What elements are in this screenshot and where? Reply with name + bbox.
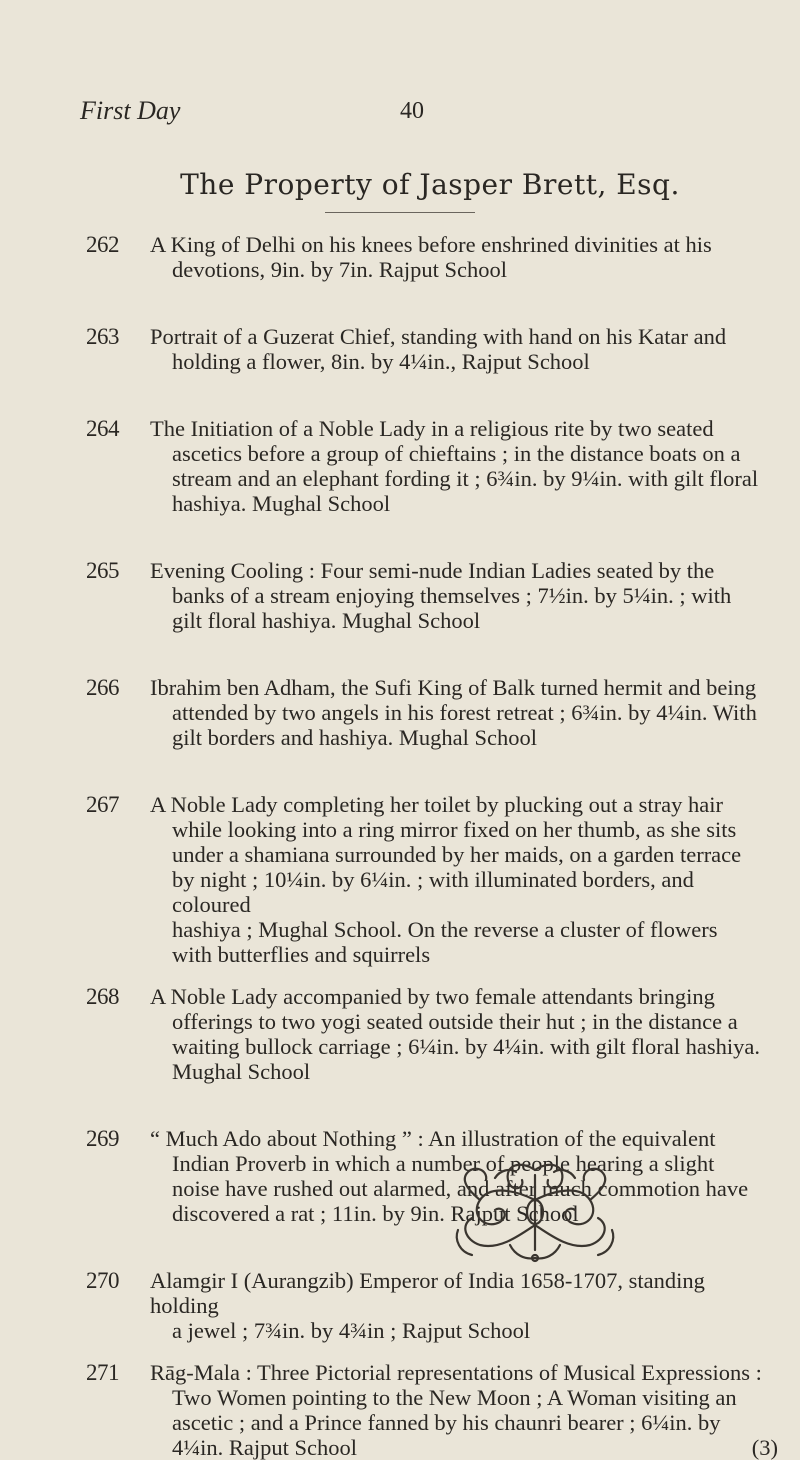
description-line-text: holding a flower, 8in. by 4¼in., Rajput School xyxy=(172,349,590,374)
description-line xyxy=(150,441,778,466)
description-line-text: hashiya ; Mughal School. On the reverse a cluster of flowers xyxy=(172,917,718,942)
lot-number: 268 xyxy=(86,984,119,1009)
description-line-text: banks of a stream enjoying themselves ; 7½in. by 5¼in. ; with xyxy=(172,583,732,608)
description-line xyxy=(150,558,778,583)
description-line-text: A Noble Lady completing her toilet by plucking out a stray hair xyxy=(150,792,723,817)
lot-number: 266 xyxy=(86,675,119,700)
description-line-text: Mughal School xyxy=(172,1059,311,1084)
page-number: 40 xyxy=(400,98,424,124)
lot-number: 267 xyxy=(86,792,119,817)
lot-number: 265 xyxy=(86,558,119,583)
description-line xyxy=(150,466,778,491)
description-line xyxy=(150,1268,778,1318)
description-line xyxy=(150,842,778,867)
lot-description xyxy=(150,1360,778,1460)
description-line-text: with butterflies and squirrels xyxy=(172,942,431,967)
description-line xyxy=(150,608,778,633)
owner-banner: The Property of Jasper Brett, Esq. xyxy=(180,168,680,201)
description-line-text: gilt borders and hashiya. Mughal School xyxy=(172,725,537,750)
description-line-text: A Noble Lady accompanied by two female attendants bringing xyxy=(150,984,715,1009)
lot-number: 264 xyxy=(86,416,119,441)
description-line xyxy=(150,349,778,374)
description-line-text: Ibrahim ben Adham, the Sufi King of Balk turned hermit and being xyxy=(150,675,757,700)
description-line-text: hashiya. Mughal School xyxy=(172,491,391,516)
floral-scroll-ornament-icon xyxy=(450,1160,620,1265)
description-line-text: stream and an elephant fording it ; 6¾in. by 9¼in. with gilt floral xyxy=(172,466,759,491)
description-line xyxy=(150,491,778,516)
lot-number: 262 xyxy=(86,232,119,257)
description-line xyxy=(150,1410,778,1435)
description-line-text: gilt floral hashiya. Mughal School xyxy=(172,608,481,633)
description-line-text: Portrait of a Guzerat Chief, standing with hand on his Katar and xyxy=(150,324,727,349)
lot-description xyxy=(150,984,778,1084)
description-line xyxy=(150,1318,778,1343)
lot-number: 263 xyxy=(86,324,119,349)
description-line xyxy=(150,324,778,349)
description-line xyxy=(150,416,778,441)
description-line-text: ascetics before a group of chieftains ; in the distance boats on a xyxy=(172,441,741,466)
description-line-text: waiting bullock carriage ; 6¼in. by 4¼in. with gilt floral hashiya. xyxy=(172,1034,760,1059)
description-line-text: 4¼in. Rajput School xyxy=(172,1435,357,1460)
day-title: First Day xyxy=(80,96,181,125)
description-line-text: discovered a rat ; 11in. by 9in. Rajput School xyxy=(172,1201,579,1226)
lot-number: 271 xyxy=(86,1360,119,1385)
description-line-text: The Initiation of a Noble Lady in a religious rite by two seated xyxy=(150,416,714,441)
description-line-text: while looking into a ring mirror fixed on her thumb, as she sits xyxy=(172,817,737,842)
description-line-text: a jewel ; 7¾in. by 4¾in ; Rajput School xyxy=(172,1318,531,1343)
description-line-text: Two Women pointing to the New Moon ; A Woman visiting an xyxy=(172,1385,737,1410)
lot-description xyxy=(150,1268,778,1343)
description-line xyxy=(150,917,778,942)
lot-quantity: (3) xyxy=(751,1435,778,1460)
description-line-text: Rāg-Mala : Three Pictorial representations of Musical Expressions : xyxy=(150,1360,762,1385)
description-line xyxy=(150,1435,778,1460)
description-line xyxy=(150,583,778,608)
description-line xyxy=(150,792,778,817)
description-line-text: devotions, 9in. by 7in. Rajput School xyxy=(172,257,507,282)
description-line xyxy=(150,1009,778,1034)
description-line xyxy=(150,1385,778,1410)
lot-description xyxy=(150,558,778,633)
description-line xyxy=(150,1059,778,1084)
description-line xyxy=(150,984,778,1009)
description-line xyxy=(150,725,778,750)
description-line-text: under a shamiana surrounded by her maids, on a garden terrace xyxy=(172,842,742,867)
running-head xyxy=(80,96,760,128)
lot-description xyxy=(150,416,778,516)
description-line xyxy=(150,700,778,725)
description-line xyxy=(150,232,778,257)
description-line xyxy=(150,675,778,700)
description-line-text: attended by two angels in his forest retreat ; 6¾in. by 4¼in. With xyxy=(172,700,757,725)
description-line-text: Indian Proverb in which a number of people hearing a slight xyxy=(172,1151,715,1176)
description-line xyxy=(150,942,778,967)
lot-number: 269 xyxy=(86,1126,119,1151)
description-line-text: Alamgir I (Aurangzib) Emperor of India 1658-1707, standing holding xyxy=(150,1268,705,1318)
banner-rule xyxy=(325,212,475,213)
description-line xyxy=(150,1360,778,1385)
lot-description xyxy=(150,232,778,282)
description-line-text: A King of Delhi on his knees before enshrined divinities at his xyxy=(150,232,712,257)
lot-description xyxy=(150,792,778,967)
description-line-text: noise have rushed out alarmed, and after much commotion have xyxy=(172,1176,749,1201)
description-line-text: Evening Cooling : Four semi-nude Indian Ladies seated by the xyxy=(150,558,715,583)
description-line xyxy=(150,1126,778,1151)
lot-description xyxy=(150,324,778,374)
lot-number: 270 xyxy=(86,1268,119,1293)
description-line xyxy=(150,257,778,282)
description-line xyxy=(150,817,778,842)
description-line-text: ascetic ; and a Prince fanned by his chaunri bearer ; 6¼in. by xyxy=(172,1410,721,1435)
description-line-text: offerings to two yogi seated outside their hut ; in the distance a xyxy=(172,1009,738,1034)
lot-description xyxy=(150,675,778,750)
description-line xyxy=(150,1034,778,1059)
description-line xyxy=(150,867,778,917)
description-line-text: by night ; 10¼in. by 6¼in. ; with illuminated borders, and coloured xyxy=(172,867,694,917)
description-line-text: “ Much Ado about Nothing ” : An illustration of the equivalent xyxy=(150,1126,716,1151)
